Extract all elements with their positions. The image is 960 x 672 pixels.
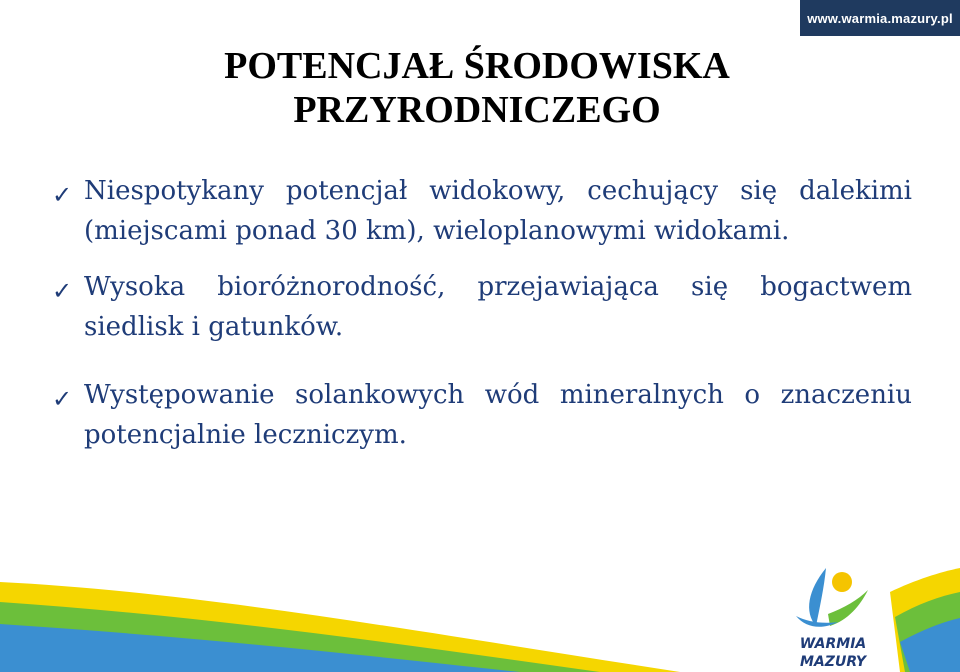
bullet-item-biodiversity [52,267,912,347]
bullet-list [52,171,912,455]
bullet-text: Wysoka bioróżnorodność, przejawiająca się bogactwem siedlisk i gatunków. [84,272,912,342]
slide-title-line-1: POTENCJAŁ ŚRODOWISKA [224,45,730,87]
website-url-banner [800,0,960,36]
logo-sun-icon [832,572,852,592]
logo-word-mazury: MAZURY [800,654,866,670]
bullet-text: Niespotykany potencjał widokowy, cechujący się dalekimi (miejscami ponad 30 km), wieloplanowymi widokami. [84,176,912,246]
checkmark-icon: ✓ [52,385,73,413]
website-url: www.warmia.mazury.pl [807,10,953,26]
bullet-item-mineral-waters [52,375,912,455]
logo-word-warmia: WARMIA [799,636,867,652]
bullet-item-views [52,171,912,251]
logo-leaf-icon [828,590,868,626]
checkmark-icon: ✓ [52,181,73,209]
logo-sail-icon [809,568,826,626]
checkmark-icon: ✓ [52,277,73,305]
slide-title [0,44,960,132]
bullet-text: Występowanie solankowych wód mineralnych o znaczeniu potencjalnie leczniczym. [84,380,912,450]
warmia-mazury-logo [778,560,888,672]
slide-title-line-2: PRZYRODNICZEGO [293,89,661,131]
